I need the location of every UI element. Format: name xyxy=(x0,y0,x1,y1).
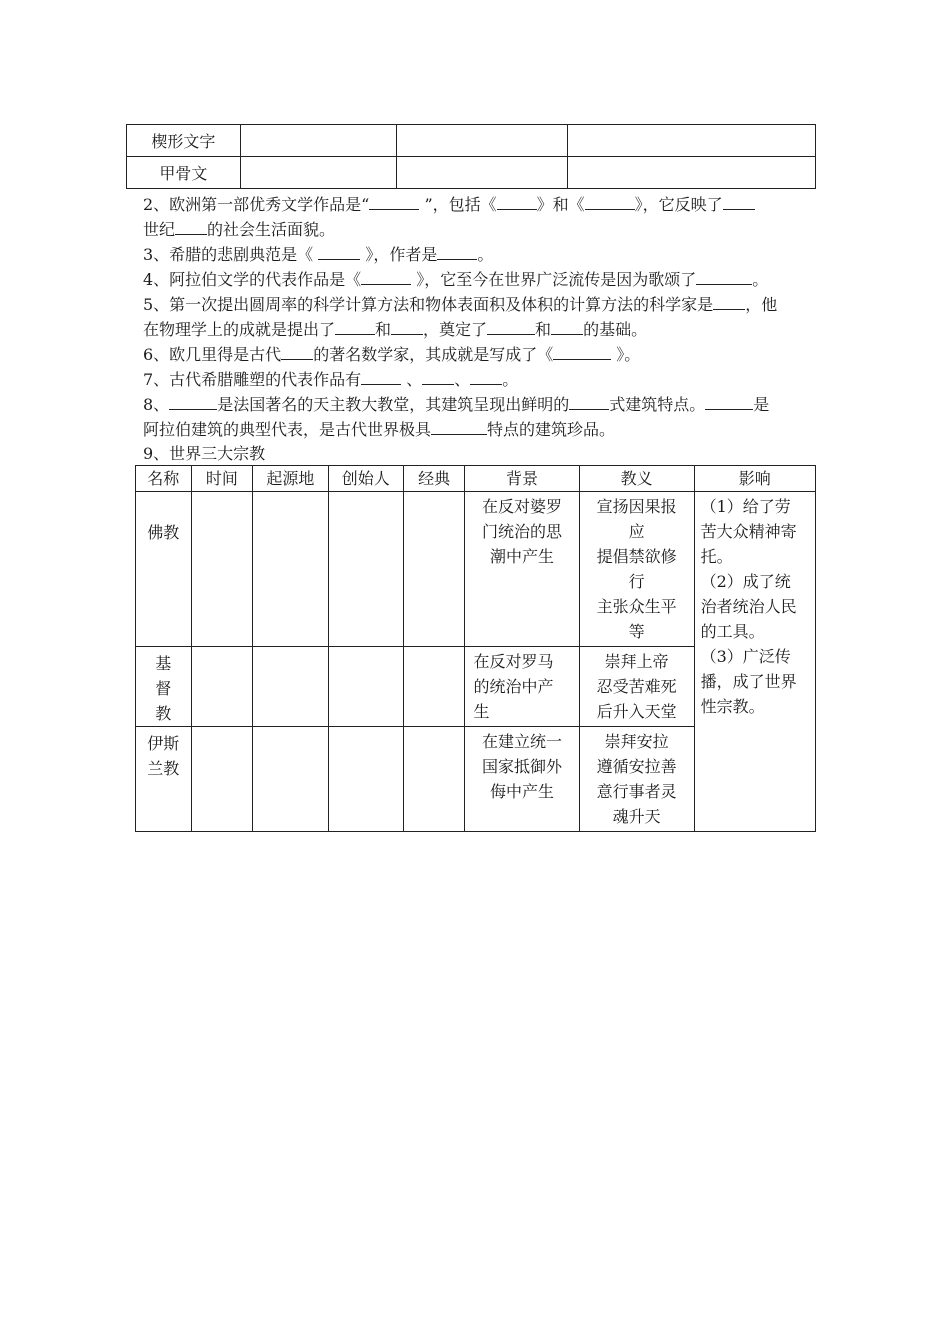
religion-name-cell: 伊斯 兰教 xyxy=(136,727,192,832)
question-6: 6、欧几里得是古代 的著名数学家，其成就是写成了《 》。 xyxy=(143,345,641,364)
table-header-row xyxy=(136,466,816,492)
question-9-title: 9、世界三大宗教 xyxy=(143,444,266,463)
answer-cell xyxy=(240,157,396,189)
question-3: 3、希腊的悲剧典范是《 》，作者是 。 xyxy=(143,245,494,264)
world-religions-table xyxy=(135,465,816,832)
doctrine-cell: 崇拜安拉 遵循安拉善 意行事者灵 魂升天 xyxy=(579,727,694,832)
fill-blank xyxy=(361,370,401,385)
header-cell: 时间 xyxy=(191,466,253,492)
influence-cell: （1）给了劳 苦大众精神寄 托。 （2）成了统 治者统治人民 的工具。 （3）广泛传 播，成了世界 性宗教。 xyxy=(694,492,815,832)
header-cell: 影响 xyxy=(694,466,815,492)
table-row xyxy=(127,125,816,157)
answer-cell xyxy=(328,727,403,832)
question-4: 4、阿拉伯文学的代表作品是《 》，它至今在世界广泛流传是因为歌颂了 。 xyxy=(143,270,769,289)
fill-blank xyxy=(497,195,537,210)
question-5-line-1: 5、第一次提出圆周率的科学计算方法和物体表面积及体积的计算方法的科学家是 ，他 xyxy=(143,295,778,314)
fill-blank xyxy=(318,245,360,260)
fill-blank xyxy=(369,195,419,210)
header-cell: 起源地 xyxy=(253,466,328,492)
fill-blank xyxy=(470,370,502,385)
table-row xyxy=(136,492,816,647)
fill-blank xyxy=(422,370,454,385)
fill-blank xyxy=(585,195,635,210)
answer-cell xyxy=(403,492,465,647)
answer-cell xyxy=(328,492,403,647)
question-5-line-2: 在物理学上的成就是提出了 和 ，奠定了 和 的基础。 xyxy=(143,320,648,339)
answer-cell xyxy=(403,647,465,727)
fill-blank xyxy=(696,270,752,285)
answer-cell xyxy=(568,157,816,189)
question-8-line-1: 8、 是法国著名的天主教大教堂，其建筑呈现出鲜明的 式建筑特点。 是 xyxy=(143,395,770,414)
fill-blank xyxy=(391,320,423,335)
header-cell: 名称 xyxy=(136,466,192,492)
background-cell: 在反对罗马 的统治中产 生 xyxy=(465,647,579,727)
row-label: 甲骨文 xyxy=(127,157,241,189)
doctrine-cell: 崇拜上帝 忍受苦难死 后升入天堂 xyxy=(579,647,694,727)
answer-cell xyxy=(403,727,465,832)
header-cell: 教义 xyxy=(579,466,694,492)
answer-cell xyxy=(568,125,816,157)
fill-blank xyxy=(569,395,609,410)
fill-blank xyxy=(487,320,535,335)
answer-cell xyxy=(253,727,328,832)
fill-blank xyxy=(437,245,477,260)
answer-cell xyxy=(191,492,253,647)
answer-cell xyxy=(191,647,253,727)
fill-blank xyxy=(551,320,583,335)
fill-blank xyxy=(335,320,375,335)
fill-blank xyxy=(169,395,217,410)
question-2-line-2: 世纪 的社会生活面貌。 xyxy=(143,220,336,239)
answer-cell xyxy=(191,727,253,832)
question-8-line-2: 阿拉伯建筑的典型代表，是古代世界极具 特点的建筑珍品。 xyxy=(143,420,616,439)
doctrine-cell: 宣扬因果报 应 提倡禁欲修 行 主张众生平 等 xyxy=(579,492,694,647)
question-2-line-1: 2、欧洲第一部优秀文学作品是“ ”，包括《 》和《 》，它反映了 xyxy=(143,192,755,217)
fill-blank xyxy=(361,270,411,285)
answer-cell xyxy=(253,647,328,727)
header-cell: 创始人 xyxy=(328,466,403,492)
answer-cell xyxy=(328,647,403,727)
fill-blank xyxy=(431,420,487,435)
writing-systems-table xyxy=(126,124,816,189)
religion-name-cell: 佛教 xyxy=(136,492,192,647)
header-cell: 经典 xyxy=(403,466,465,492)
row-label: 楔形文字 xyxy=(127,125,241,157)
question-7: 7、古代希腊雕塑的代表作品有 、 、 。 xyxy=(143,370,519,389)
background-cell: 在建立统一 国家抵御外 侮中产生 xyxy=(465,727,579,832)
fill-blank xyxy=(713,295,745,310)
fill-blank xyxy=(281,345,313,360)
fill-blank xyxy=(175,220,207,235)
answer-cell xyxy=(240,125,396,157)
fill-blank xyxy=(553,345,611,360)
table-row xyxy=(127,157,816,189)
answer-cell xyxy=(396,125,568,157)
answer-cell xyxy=(396,157,568,189)
answer-cell xyxy=(253,492,328,647)
fill-blank xyxy=(723,195,755,210)
religion-name-cell: 基 督 教 xyxy=(136,647,192,727)
header-cell: 背景 xyxy=(465,466,579,492)
fill-blank xyxy=(705,395,753,410)
background-cell: 在反对婆罗 门统治的思 潮中产生 xyxy=(465,492,579,647)
